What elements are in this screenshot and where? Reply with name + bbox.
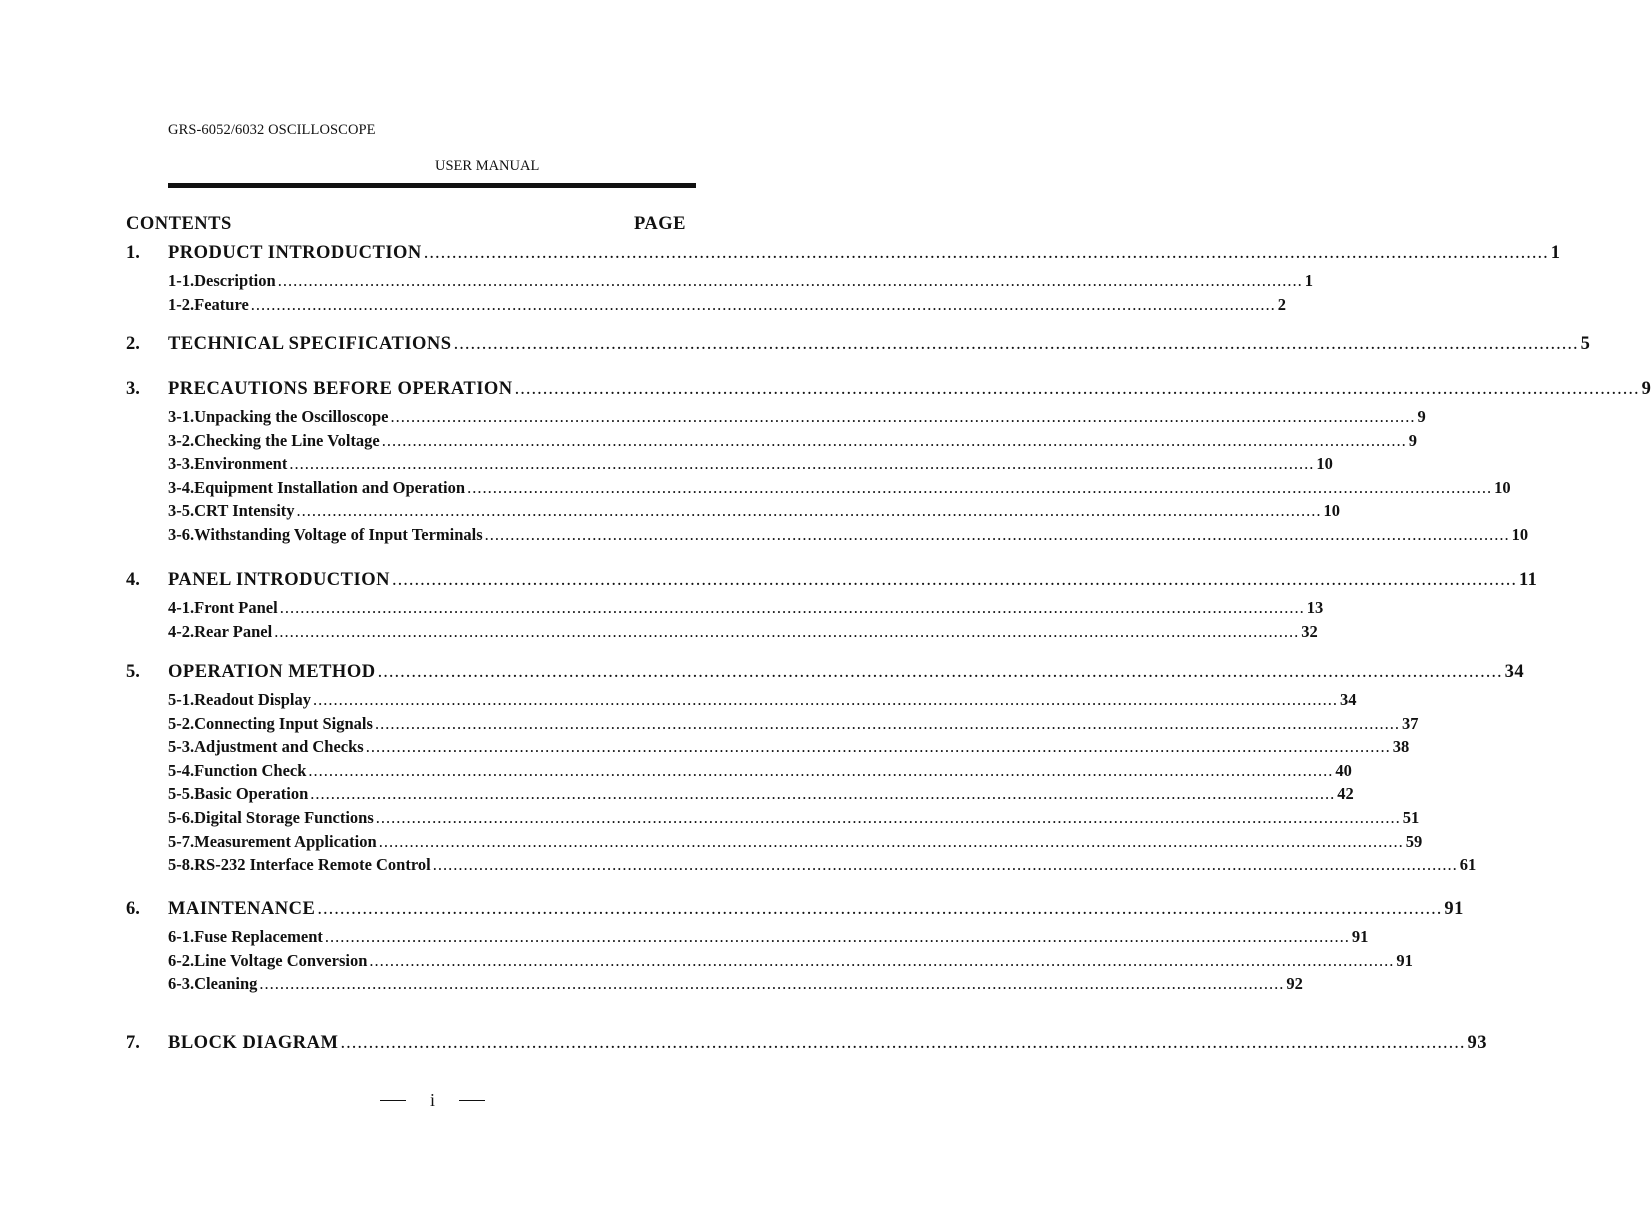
footer-page-number: i [429, 1090, 435, 1110]
toc-entry-page: 32 [1301, 621, 1318, 641]
toc-entry-page: 37 [1401, 713, 1419, 733]
toc-section-page: 93 [1467, 1033, 1487, 1053]
toc-entry [168, 784, 1354, 804]
toc-entry [168, 430, 1418, 451]
toc-section-title: OPERATION METHOD [168, 662, 376, 682]
toc-entry [168, 713, 1419, 734]
toc-entry [168, 598, 1324, 618]
toc-entry [168, 477, 1511, 498]
toc-entry-title: 5-2.Connecting Input Signals [168, 713, 373, 733]
toc-entry-page: 42 [1337, 784, 1354, 804]
section-number: 4. [126, 570, 140, 590]
toc-section [168, 899, 1464, 920]
section-number: 5. [126, 662, 140, 682]
toc-entry-page: 34 [1340, 690, 1357, 709]
contents-heading: CONTENTS [126, 214, 232, 234]
toc-entry-title: 1-2.Feature [168, 294, 249, 314]
toc-entry-leader-dots: ........................................................................................................................................................................................................ [277, 271, 1303, 290]
toc-entry-leader-dots: ........................................................................................................................................................................................................ [289, 454, 1315, 474]
toc-entry-title: 3-3.Environment [168, 454, 288, 474]
toc-entry [168, 454, 1333, 474]
toc-entry-page: 91 [1351, 927, 1369, 946]
toc-entry-leader-dots: ........................................................................................................................................................................................................ [378, 831, 1404, 851]
toc-entry-title: 4-1.Front Panel [168, 598, 278, 617]
toc-entry [168, 927, 1369, 947]
section-number: 2. [126, 334, 140, 354]
toc-entry-title: 6-3.Cleaning [168, 974, 258, 994]
toc-entry-leader-dots: ........................................................................................................................................................................................................ [381, 430, 1407, 450]
toc-entry-title: 5-3.Adjustment and Checks [168, 737, 364, 757]
toc-entry-leader-dots: ........................................................................................................................................................................................................ [374, 713, 1400, 733]
toc-entry-page: 9 [1417, 407, 1426, 426]
toc-section-title: TECHNICAL SPECIFICATIONS [168, 334, 452, 354]
toc-section-leader-dots: ........................................................................................................................................................................................................ [391, 570, 1517, 590]
toc-entry [168, 737, 1410, 757]
section-number: 1. [126, 243, 140, 263]
toc-entry-page: 2 [1277, 294, 1287, 314]
section-number: 3. [126, 379, 140, 399]
product-name: GRS-6052/6032 OSCILLOSCOPE [168, 122, 376, 138]
toc-entry-page: 13 [1306, 598, 1324, 617]
toc-entry-page: 40 [1335, 760, 1352, 780]
toc-entry [168, 974, 1303, 994]
toc-entry-leader-dots: ........................................................................................................................................................................................................ [313, 690, 1339, 709]
toc-section-leader-dots: ........................................................................................................................................................................................................ [453, 334, 1579, 354]
toc-section-title: MAINTENANCE [168, 899, 316, 919]
toc-entry-leader-dots: ........................................................................................................................................................................................................ [310, 784, 1336, 804]
toc-entry [168, 760, 1352, 781]
toc-section-page: 1 [1550, 243, 1561, 263]
toc-entry [168, 831, 1423, 852]
footer-dash-left [380, 1100, 406, 1101]
toc-entry-title: 1-1.Description [168, 271, 276, 290]
toc-entry [168, 525, 1529, 545]
toc-section-leader-dots: ........................................................................................................................................................................................................ [377, 662, 1503, 682]
toc-section [168, 570, 1538, 591]
toc-entry [168, 855, 1477, 875]
toc-section [168, 379, 1651, 400]
toc-section-leader-dots: ........................................................................................................................................................................................................ [423, 243, 1549, 263]
toc-entry-page: 10 [1323, 501, 1341, 521]
toc-entry-page: 38 [1392, 737, 1410, 757]
toc-entry-leader-dots: ........................................................................................................................................................................................................ [324, 927, 1350, 946]
toc-entry-page: 9 [1408, 430, 1418, 450]
toc-entry [168, 271, 1313, 291]
toc-entry-title: 4-2.Rear Panel [168, 621, 273, 641]
toc-section-leader-dots: ........................................................................................................................................................................................................ [340, 1033, 1466, 1053]
toc-section-page: 11 [1518, 570, 1538, 590]
toc-entry-leader-dots: ........................................................................................................................................................................................................ [390, 407, 1416, 426]
toc-entry-leader-dots: ........................................................................................................................................................................................................ [250, 294, 1276, 314]
toc-entry [168, 621, 1318, 642]
toc-entry-leader-dots: ........................................................................................................................................................................................................ [484, 525, 1510, 544]
toc-entry-leader-dots: ........................................................................................................................................................................................................ [369, 950, 1395, 970]
toc-entry-title: 5-1.Readout Display [168, 690, 312, 709]
toc-entry-title: 5-7.Measurement Application [168, 831, 377, 851]
toc-section-title: PRECAUTIONS BEFORE OPERATION [168, 379, 513, 399]
toc-section-page: 91 [1444, 899, 1464, 919]
toc-section-leader-dots: ........................................................................................................................................................................................................ [317, 899, 1443, 919]
toc-entry-page: 10 [1511, 525, 1529, 544]
toc-entry-leader-dots: ........................................................................................................................................................................................................ [432, 855, 1458, 875]
document-type: USER MANUAL [435, 158, 540, 174]
footer-dash-right [459, 1100, 485, 1101]
toc-section [168, 334, 1591, 355]
toc-entry [168, 690, 1357, 710]
toc-section-page: 34 [1504, 662, 1525, 682]
toc-entry-leader-dots: ........................................................................................................................................................................................................ [365, 737, 1391, 757]
toc-entry [168, 501, 1341, 521]
toc-entry-title: 5-8.RS-232 Interface Remote Control [168, 855, 431, 875]
toc-entry-title: 5-5.Basic Operation [168, 784, 309, 804]
toc-section [168, 1033, 1487, 1054]
toc-entry-title: 6-2.Line Voltage Conversion [168, 950, 368, 970]
toc-section [168, 243, 1561, 264]
toc-section-page: 9 [1641, 379, 1651, 399]
toc-entry [168, 294, 1287, 315]
toc-entry-page: 10 [1316, 454, 1333, 474]
toc-entry-page: 59 [1405, 831, 1423, 851]
toc-section [168, 662, 1525, 683]
section-number: 6. [126, 899, 140, 919]
toc-entry-title: 3-6.Withstanding Voltage of Input Terminals [168, 525, 483, 544]
toc-entry-page: 51 [1402, 808, 1420, 827]
toc-entry-page: 91 [1396, 950, 1413, 970]
page-footer [380, 1090, 485, 1111]
toc-section-title: PANEL INTRODUCTION [168, 570, 390, 590]
toc-entry-leader-dots: ........................................................................................................................................................................................................ [375, 808, 1401, 827]
toc-entry-page: 10 [1494, 477, 1511, 497]
toc-entry-leader-dots: ........................................................................................................................................................................................................ [259, 974, 1285, 994]
toc-entry-title: 3-2.Checking the Line Voltage [168, 430, 380, 450]
toc-entry-page: 1 [1304, 271, 1313, 290]
toc-entry-title: 6-1.Fuse Replacement [168, 927, 323, 946]
toc-entry-title: 3-5.CRT Intensity [168, 501, 295, 521]
toc-entry-title: 3-4.Equipment Installation and Operation [168, 477, 466, 497]
toc-entry-title: 5-4.Function Check [168, 760, 307, 780]
toc-section-leader-dots: ........................................................................................................................................................................................................ [514, 379, 1640, 399]
page-column-heading: PAGE [633, 214, 686, 234]
toc-entry-leader-dots: ........................................................................................................................................................................................................ [296, 501, 1322, 521]
toc-entry [168, 808, 1420, 828]
toc-entry [168, 407, 1426, 427]
toc-entry-page: 61 [1459, 855, 1477, 875]
toc-entry-leader-dots: ........................................................................................................................................................................................................ [467, 477, 1493, 497]
section-number: 7. [126, 1033, 140, 1053]
toc-entry-title: 3-1.Unpacking the Oscilloscope [168, 407, 389, 426]
toc-entry-title: 5-6.Digital Storage Functions [168, 808, 374, 827]
toc-entry [168, 950, 1413, 971]
toc-entry-page: 92 [1286, 974, 1303, 994]
toc-entry-leader-dots: ........................................................................................................................................................................................................ [274, 621, 1300, 641]
toc-section-title: BLOCK DIAGRAM [168, 1033, 339, 1053]
toc-entry-leader-dots: ........................................................................................................................................................................................................ [308, 760, 1334, 780]
toc-section-title: PRODUCT INTRODUCTION [168, 243, 422, 263]
toc-entry-leader-dots: ........................................................................................................................................................................................................ [279, 598, 1305, 617]
toc-section-page: 5 [1580, 334, 1591, 354]
